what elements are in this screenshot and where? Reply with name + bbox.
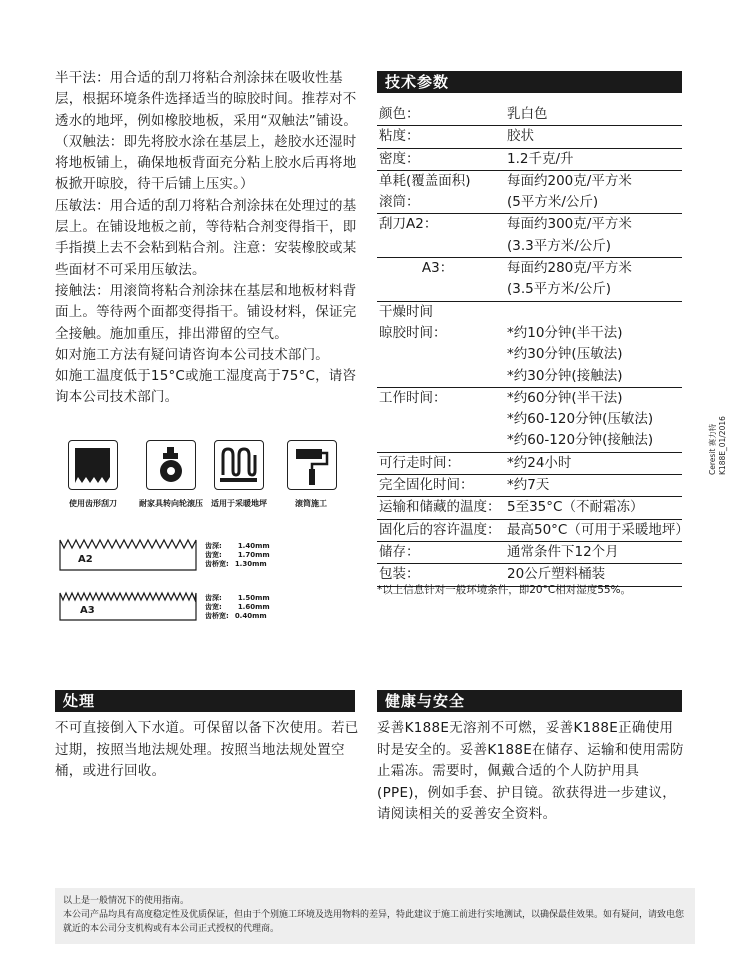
- spec-row: [377, 475, 682, 497]
- spec-value-line: 每面约200克/平方米: [507, 172, 632, 189]
- spec-value: [507, 214, 682, 257]
- spec-value-line: *约60-120分钟(压敏法): [507, 411, 654, 428]
- spec-value: 1.70mm: [237, 551, 270, 559]
- safety-text: 妥善K188E无溶剂不可燃，妥善K188E正确使用时是安全的。妥善K188E在储存、运输和使用需防止霜冻。需要时，佩戴合适的个人防护用具(PPE)，例如手套、护目镜。欲获得进一步建议，请阅读相关的妥善安全资料。: [377, 720, 684, 822]
- spec-value: [507, 497, 682, 518]
- spec-label: 齿宽:: [205, 551, 222, 559]
- spec-value: [507, 475, 682, 496]
- spec-value-line: [507, 302, 682, 323]
- spec-value-line: *约60分钟(半干法): [507, 389, 623, 406]
- icon-caption: 使用齿形刮刀: [69, 499, 117, 508]
- spec-row: [377, 497, 682, 519]
- spec-key: 运输和储藏的温度：: [379, 499, 501, 516]
- notched-trowel-icon: [68, 440, 118, 490]
- spec-key: A3：: [379, 260, 454, 277]
- spec-value-line: 最高50°C（可用于采暖地坪）: [507, 521, 689, 538]
- tech-params-header: 技术参数: [377, 71, 682, 93]
- contact-tech-dept-paragraph: 如对施工方法有疑问请咨询本公司技术部门。: [55, 346, 329, 363]
- spec-value: [507, 453, 682, 474]
- safety-header: 健康与安全: [377, 690, 682, 712]
- side-label: [708, 375, 728, 475]
- spec-value-line: (3.5平方米/公斤): [507, 281, 612, 298]
- spec-value: [507, 104, 682, 125]
- notch-a2-diagram: [58, 536, 198, 576]
- spec-value: [507, 171, 682, 214]
- spec-key: 单耗(覆盖面积) 滚筒：: [379, 172, 471, 211]
- spec-value-line: 1.2千克/升: [507, 150, 574, 167]
- spec-value: [507, 258, 682, 301]
- spec-key: 工作时间：: [379, 389, 447, 406]
- spec-value-line: *约7天: [507, 477, 550, 494]
- spec-label: 齿宽:: [205, 603, 222, 611]
- spec-key: 储存：: [379, 543, 420, 560]
- spec-value-line: (5平方米/公斤): [507, 194, 599, 211]
- footer-line-1: 以上是一般情况下的使用指南。: [63, 896, 190, 906]
- spec-label: 齿深:: [205, 594, 222, 602]
- spec-value-line: 每面约300克/平方米: [507, 216, 632, 233]
- spec-value: 1.60mm: [237, 603, 270, 611]
- footer-line-2: 本公司产品均具有高度稳定性及优质保证，但由于个别施工环境及选用物料的差异，特此建议于施工前进行实地测试，以确保最佳效果。如有疑问，请致电您就近的本公司分支机构或有本公司正式授权的代理商。: [63, 910, 685, 934]
- spec-key: 密度：: [379, 150, 420, 167]
- spec-key: 固化后的容许温度：: [379, 521, 501, 538]
- spec-value: [507, 302, 682, 387]
- spec-label: 齿深:: [205, 542, 222, 550]
- brand-label: Ceresit 赛力特: [708, 423, 717, 475]
- spec-row: [377, 149, 682, 171]
- pressure-sensitive-method-paragraph: 压敏法：用合适的刮刀将粘合剂涂抹在处理过的基层上。在铺设地板之前，等待粘合剂变得指干，即手指摸上去不会粘到粘合剂。注意：安装橡胶或某些面材不可采用压敏法。: [55, 197, 357, 278]
- spec-value: 0.40mm: [234, 612, 267, 620]
- footer-disclaimer: [55, 888, 695, 944]
- contact-method-paragraph: 接触法：用滚筒将粘合剂涂抹在基层和地板材料背面上。等待两个面都变得指干。铺设材料，保证完全接触。施加重压，排出滞留的空气。: [55, 282, 357, 342]
- spec-value-line: *约10分钟(半干法): [507, 324, 623, 341]
- spec-value: 1.30mm: [234, 560, 267, 568]
- spec-label: 齿桥宽:: [205, 612, 229, 620]
- spec-value-line: 乳白色: [507, 106, 548, 122]
- spec-value-line: *约60-120分钟(接触法): [507, 432, 654, 449]
- spec-key: 粘度：: [379, 128, 420, 145]
- spec-value: [507, 542, 682, 563]
- icon-caption: 耐家具转向轮滚压: [139, 499, 203, 508]
- underfloor-heating-icon: [214, 440, 264, 490]
- spec-row: [377, 542, 682, 564]
- spec-row: [377, 171, 682, 215]
- spec-value-line: (3.3平方米/公斤): [507, 237, 612, 254]
- disposal-header: 处理: [55, 690, 355, 712]
- notch-label: A3: [80, 605, 95, 616]
- spec-value: [507, 149, 682, 170]
- notch-a2-specs: [205, 542, 270, 569]
- notch-a3-diagram: [58, 590, 198, 626]
- spec-label: 齿桥宽:: [205, 560, 229, 568]
- spec-value-line: *约24小时: [507, 454, 572, 471]
- spec-value-line: 5至35°C（不耐霜冻）: [507, 499, 644, 516]
- paint-roller-icon: [287, 440, 337, 490]
- temperature-note-paragraph: 如施工温度低于15°C或施工湿度高于75°C，请咨询本公司技术部门。: [55, 368, 357, 406]
- tech-footnote: *以上信息针对一般环境条件，即20°C相对湿度55%。: [377, 584, 632, 596]
- spec-key: 可行走时间：: [379, 454, 460, 471]
- spec-row: [377, 214, 682, 258]
- spec-row: [377, 453, 682, 475]
- spec-value: 1.40mm: [237, 542, 270, 550]
- doc-code: K188E_01/2016: [718, 416, 727, 475]
- spec-value-line: 胶状: [507, 128, 534, 145]
- spec-row: [377, 520, 689, 542]
- icon-caption: 适用于采暖地坪: [211, 499, 267, 508]
- spec-value: [507, 520, 689, 541]
- application-methods: [55, 68, 360, 409]
- spec-key: 包装：: [379, 566, 420, 583]
- spec-value: [507, 126, 682, 147]
- spec-row: [377, 388, 682, 453]
- spec-value-line: 通常条件下12个月: [507, 543, 619, 560]
- spec-row: [377, 104, 682, 126]
- furniture-caster-icon: [146, 440, 196, 490]
- spec-value-line: 20公斤塑料桶装: [507, 566, 606, 583]
- spec-value-line: *约30分钟(接触法): [507, 367, 623, 384]
- spec-value-line: 每面约280克/平方米: [507, 260, 632, 277]
- spec-value-line: *约30分钟(压敏法): [507, 346, 623, 363]
- disposal-text: 不可直接倒入下水道。可保留以备下次使用。若已过期，按照当地法规处理。按照当地法规处置空桶，或进行回收。: [55, 720, 359, 779]
- spec-key: 刮刀A2：: [379, 216, 438, 233]
- spec-key: 颜色：: [379, 106, 420, 122]
- application-icons: [58, 440, 368, 530]
- spec-value: [507, 388, 682, 452]
- spec-row: [377, 302, 682, 388]
- spec-key: 完全固化时间：: [379, 477, 474, 494]
- notch-label: A2: [78, 554, 93, 565]
- tech-params-table: [377, 104, 689, 587]
- semi-dry-method-paragraph: 半干法：用合适的刮刀将粘合剂涂抹在吸收性基层，根据环境条件选择适当的晾胶时间。推荐对不透水的地坪，例如橡胶地板，采用“双触法”铺设。（双触法：即先将胶水涂在基层上，趁胶水还湿时将地板铺上，确保地板背面充分粘上胶水后再将地板掀开晾胶，待干后铺上压实。）: [55, 70, 358, 193]
- spec-row: [377, 258, 682, 302]
- spec-row: [377, 126, 682, 148]
- spec-value: 1.50mm: [237, 594, 270, 602]
- notch-a3-specs: [205, 594, 270, 621]
- spec-key: 干燥时间 晾胶时间：: [379, 303, 447, 341]
- icon-caption: 滚筒施工: [295, 499, 327, 508]
